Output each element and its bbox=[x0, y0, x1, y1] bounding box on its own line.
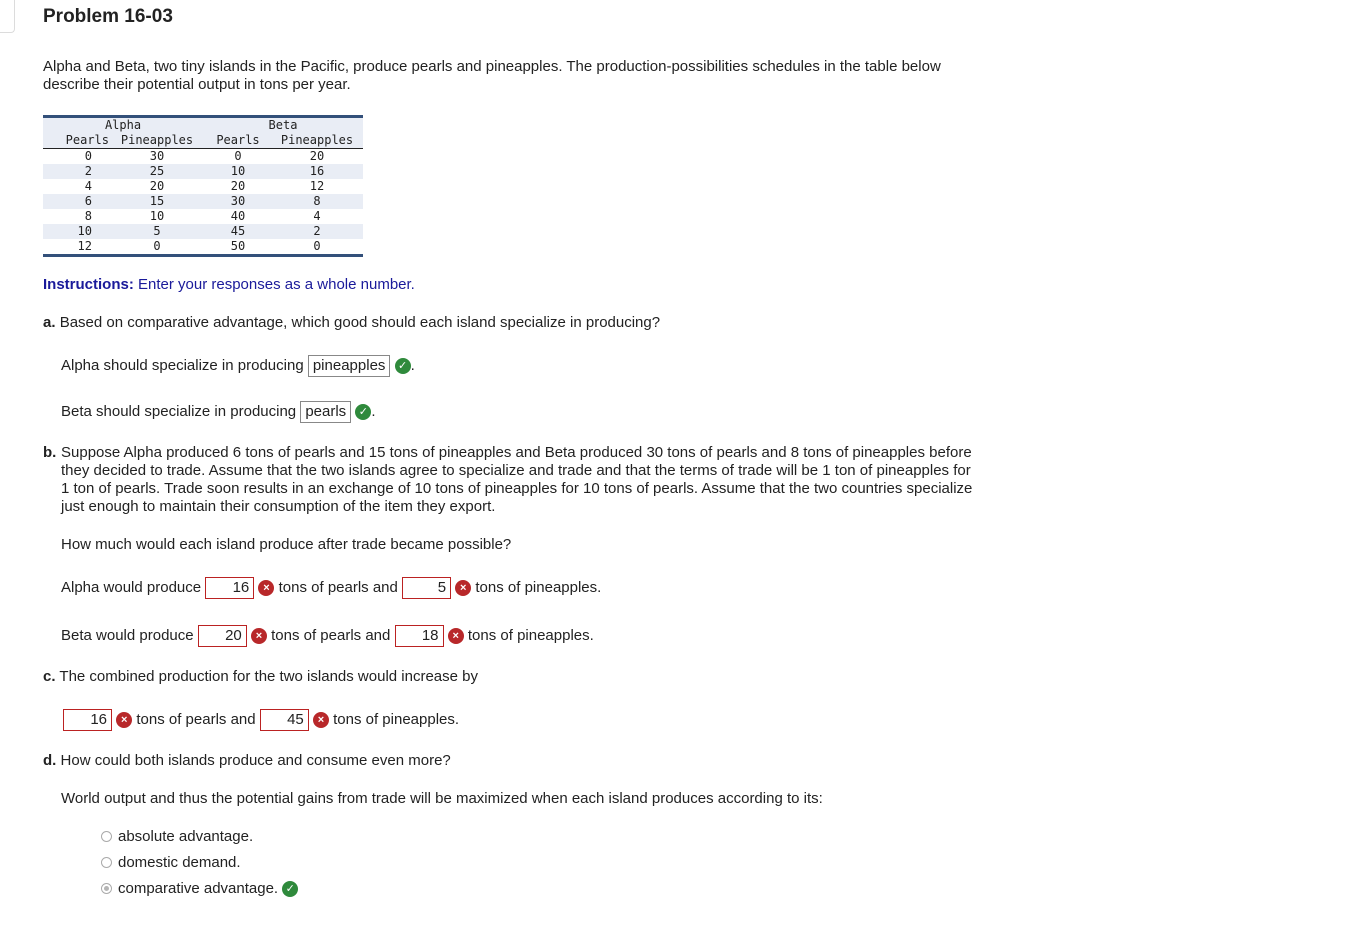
x-icon: × bbox=[455, 580, 471, 596]
alpha-pineapples-cell: 10 bbox=[149, 209, 165, 223]
production-table bbox=[43, 115, 363, 257]
instructions bbox=[43, 276, 415, 293]
combined-pearls-input[interactable]: 16 bbox=[63, 709, 112, 731]
alpha-pearls-cell: 10 bbox=[77, 224, 92, 238]
beta-pineapples-cell: 4 bbox=[313, 209, 321, 223]
alpha-pearls-cell: 2 bbox=[84, 164, 92, 178]
letter-b: b. bbox=[43, 444, 57, 461]
alpha-pineapples-cell: 20 bbox=[149, 179, 165, 193]
x-icon: × bbox=[313, 712, 329, 728]
table-row bbox=[43, 149, 363, 164]
intro-text: Alpha and Beta, two tiny islands in the Pacific, produce pearls and pineapples. The production-possibilities schedules in the table below describe their potential output in tons per year. bbox=[43, 58, 941, 93]
alpha-specialize-label: Alpha should specialize in producing bbox=[61, 356, 304, 374]
radio-button-selected[interactable] bbox=[101, 883, 112, 894]
alpha-pineapples-cell: 0 bbox=[153, 239, 161, 253]
alpha-pineapples-cell: 15 bbox=[149, 194, 165, 208]
group-beta: Beta bbox=[268, 118, 298, 132]
beta-pearls-input[interactable]: 20 bbox=[198, 625, 247, 647]
alpha-pearls-cell: 4 bbox=[84, 179, 92, 193]
letter-a: a. bbox=[43, 314, 56, 331]
pearls-and-text: tons of pearls and bbox=[278, 578, 398, 596]
combined-pineapples-input[interactable]: 45 bbox=[260, 709, 309, 731]
x-icon: × bbox=[258, 580, 274, 596]
side-tab bbox=[0, 0, 15, 33]
beta-produce-label: Beta would produce bbox=[61, 626, 194, 644]
question-a-text: Based on comparative advantage, which good should each island specialize in producing? bbox=[59, 314, 661, 331]
question-b bbox=[43, 444, 983, 516]
table-row bbox=[43, 179, 363, 194]
alpha-produce-label: Alpha would produce bbox=[61, 578, 202, 596]
answer-c-row bbox=[63, 709, 459, 731]
option-label: absolute advantage. bbox=[118, 828, 254, 845]
alpha-pearls-cell: 12 bbox=[77, 239, 92, 253]
x-icon: × bbox=[116, 712, 132, 728]
option-absolute-advantage[interactable] bbox=[101, 828, 253, 845]
header-alpha-pineapples: Pineapples bbox=[120, 133, 194, 147]
question-b-sub: How much would each island produce after trade became possible? bbox=[61, 536, 512, 553]
alpha-pearls-cell: 0 bbox=[84, 149, 92, 163]
period: . bbox=[410, 356, 415, 374]
question-b-text: Suppose Alpha produced 6 tons of pearls and 15 tons of pineapples and Beta produced 30 tons of pearls and 8 tons of pineapples before they decided to trade. Assume that the two islands agree to specialize and trade and that the terms of trade will be 1 ton of pineapples for 1 ton of pearls. Trade soon results in an exchange of 10 tons of pineapples for 10 tons of pearls. Assume that the two countries specialize just enough to maintain their consumption of the item they export. bbox=[61, 444, 973, 515]
beta-pearls-cell: 50 bbox=[230, 239, 246, 253]
alpha-pearls-cell: 8 bbox=[84, 209, 92, 223]
alpha-pearls-cell: 6 bbox=[84, 194, 92, 208]
table-row bbox=[43, 164, 363, 179]
beta-pineapples-cell: 8 bbox=[313, 194, 321, 208]
question-d-prompt: World output and thus the potential gains from trade will be maximized when each island produces according to its: bbox=[61, 790, 823, 807]
table-body bbox=[43, 149, 363, 257]
radio-button[interactable] bbox=[101, 831, 112, 842]
group-alpha: Alpha bbox=[104, 118, 142, 132]
beta-pearls-cell: 0 bbox=[234, 149, 242, 163]
table-row bbox=[43, 209, 363, 224]
header-beta-pearls: Pearls bbox=[216, 133, 260, 147]
table-row bbox=[43, 239, 363, 254]
check-icon: ✓ bbox=[355, 404, 371, 420]
alpha-pineapples-input[interactable]: 5 bbox=[402, 577, 451, 599]
check-icon: ✓ bbox=[395, 358, 411, 374]
option-comparative-advantage[interactable] bbox=[101, 880, 298, 897]
page-title: Problem 16-03 bbox=[43, 6, 173, 27]
beta-pearls-cell: 40 bbox=[230, 209, 246, 223]
question-c bbox=[43, 668, 478, 685]
beta-pineapples-cell: 0 bbox=[313, 239, 321, 253]
instructions-text: Enter your responses as a whole number. bbox=[138, 276, 415, 293]
alpha-pineapples-cell: 30 bbox=[149, 149, 165, 163]
header-beta-pineapples: Pineapples bbox=[280, 133, 354, 147]
alpha-pearls-input[interactable]: 16 bbox=[205, 577, 254, 599]
option-label: domestic demand. bbox=[118, 854, 241, 871]
alpha-pineapples-cell: 25 bbox=[149, 164, 165, 178]
x-icon: × bbox=[251, 628, 267, 644]
pineapples-text: tons of pineapples. bbox=[475, 578, 602, 596]
check-icon: ✓ bbox=[282, 881, 298, 897]
pineapples-text: tons of pineapples. bbox=[467, 626, 594, 644]
beta-specialize-select[interactable]: pearls bbox=[300, 401, 351, 423]
pearls-and-text: tons of pearls and bbox=[136, 710, 256, 728]
option-label: comparative advantage. bbox=[118, 880, 279, 897]
letter-c: c. bbox=[43, 668, 56, 685]
alpha-pineapples-cell: 5 bbox=[153, 224, 161, 238]
beta-pineapples-cell: 20 bbox=[309, 149, 325, 163]
instructions-label: Instructions: bbox=[43, 276, 134, 293]
table-row bbox=[43, 194, 363, 209]
pearls-and-text: tons of pearls and bbox=[271, 626, 391, 644]
radio-button[interactable] bbox=[101, 857, 112, 868]
alpha-specialize-select[interactable]: pineapples bbox=[308, 355, 391, 377]
header-alpha-pearls: Pearls bbox=[65, 133, 109, 147]
answer-b-alpha-row bbox=[61, 577, 601, 599]
beta-pearls-cell: 10 bbox=[230, 164, 246, 178]
question-d-text: How could both islands produce and consume even more? bbox=[60, 752, 451, 769]
beta-pearls-cell: 30 bbox=[230, 194, 246, 208]
beta-pearls-cell: 45 bbox=[230, 224, 246, 238]
period: . bbox=[371, 402, 376, 420]
pineapples-text: tons of pineapples. bbox=[333, 710, 460, 728]
question-a bbox=[43, 314, 660, 331]
answer-a-alpha-row bbox=[61, 355, 415, 377]
beta-pineapples-input[interactable]: 18 bbox=[395, 625, 444, 647]
letter-d: d. bbox=[43, 752, 57, 769]
beta-pearls-cell: 20 bbox=[230, 179, 246, 193]
beta-specialize-label: Beta should specialize in producing bbox=[61, 402, 297, 420]
question-d bbox=[43, 752, 451, 769]
answer-a-beta-row bbox=[61, 401, 376, 423]
table-row bbox=[43, 224, 363, 239]
beta-pineapples-cell: 2 bbox=[313, 224, 321, 238]
answer-b-beta-row bbox=[61, 625, 594, 647]
x-icon: × bbox=[448, 628, 464, 644]
option-domestic-demand[interactable] bbox=[101, 854, 241, 871]
question-c-text: The combined production for the two islands would increase by bbox=[59, 668, 478, 685]
beta-pineapples-cell: 12 bbox=[309, 179, 325, 193]
beta-pineapples-cell: 16 bbox=[309, 164, 325, 178]
